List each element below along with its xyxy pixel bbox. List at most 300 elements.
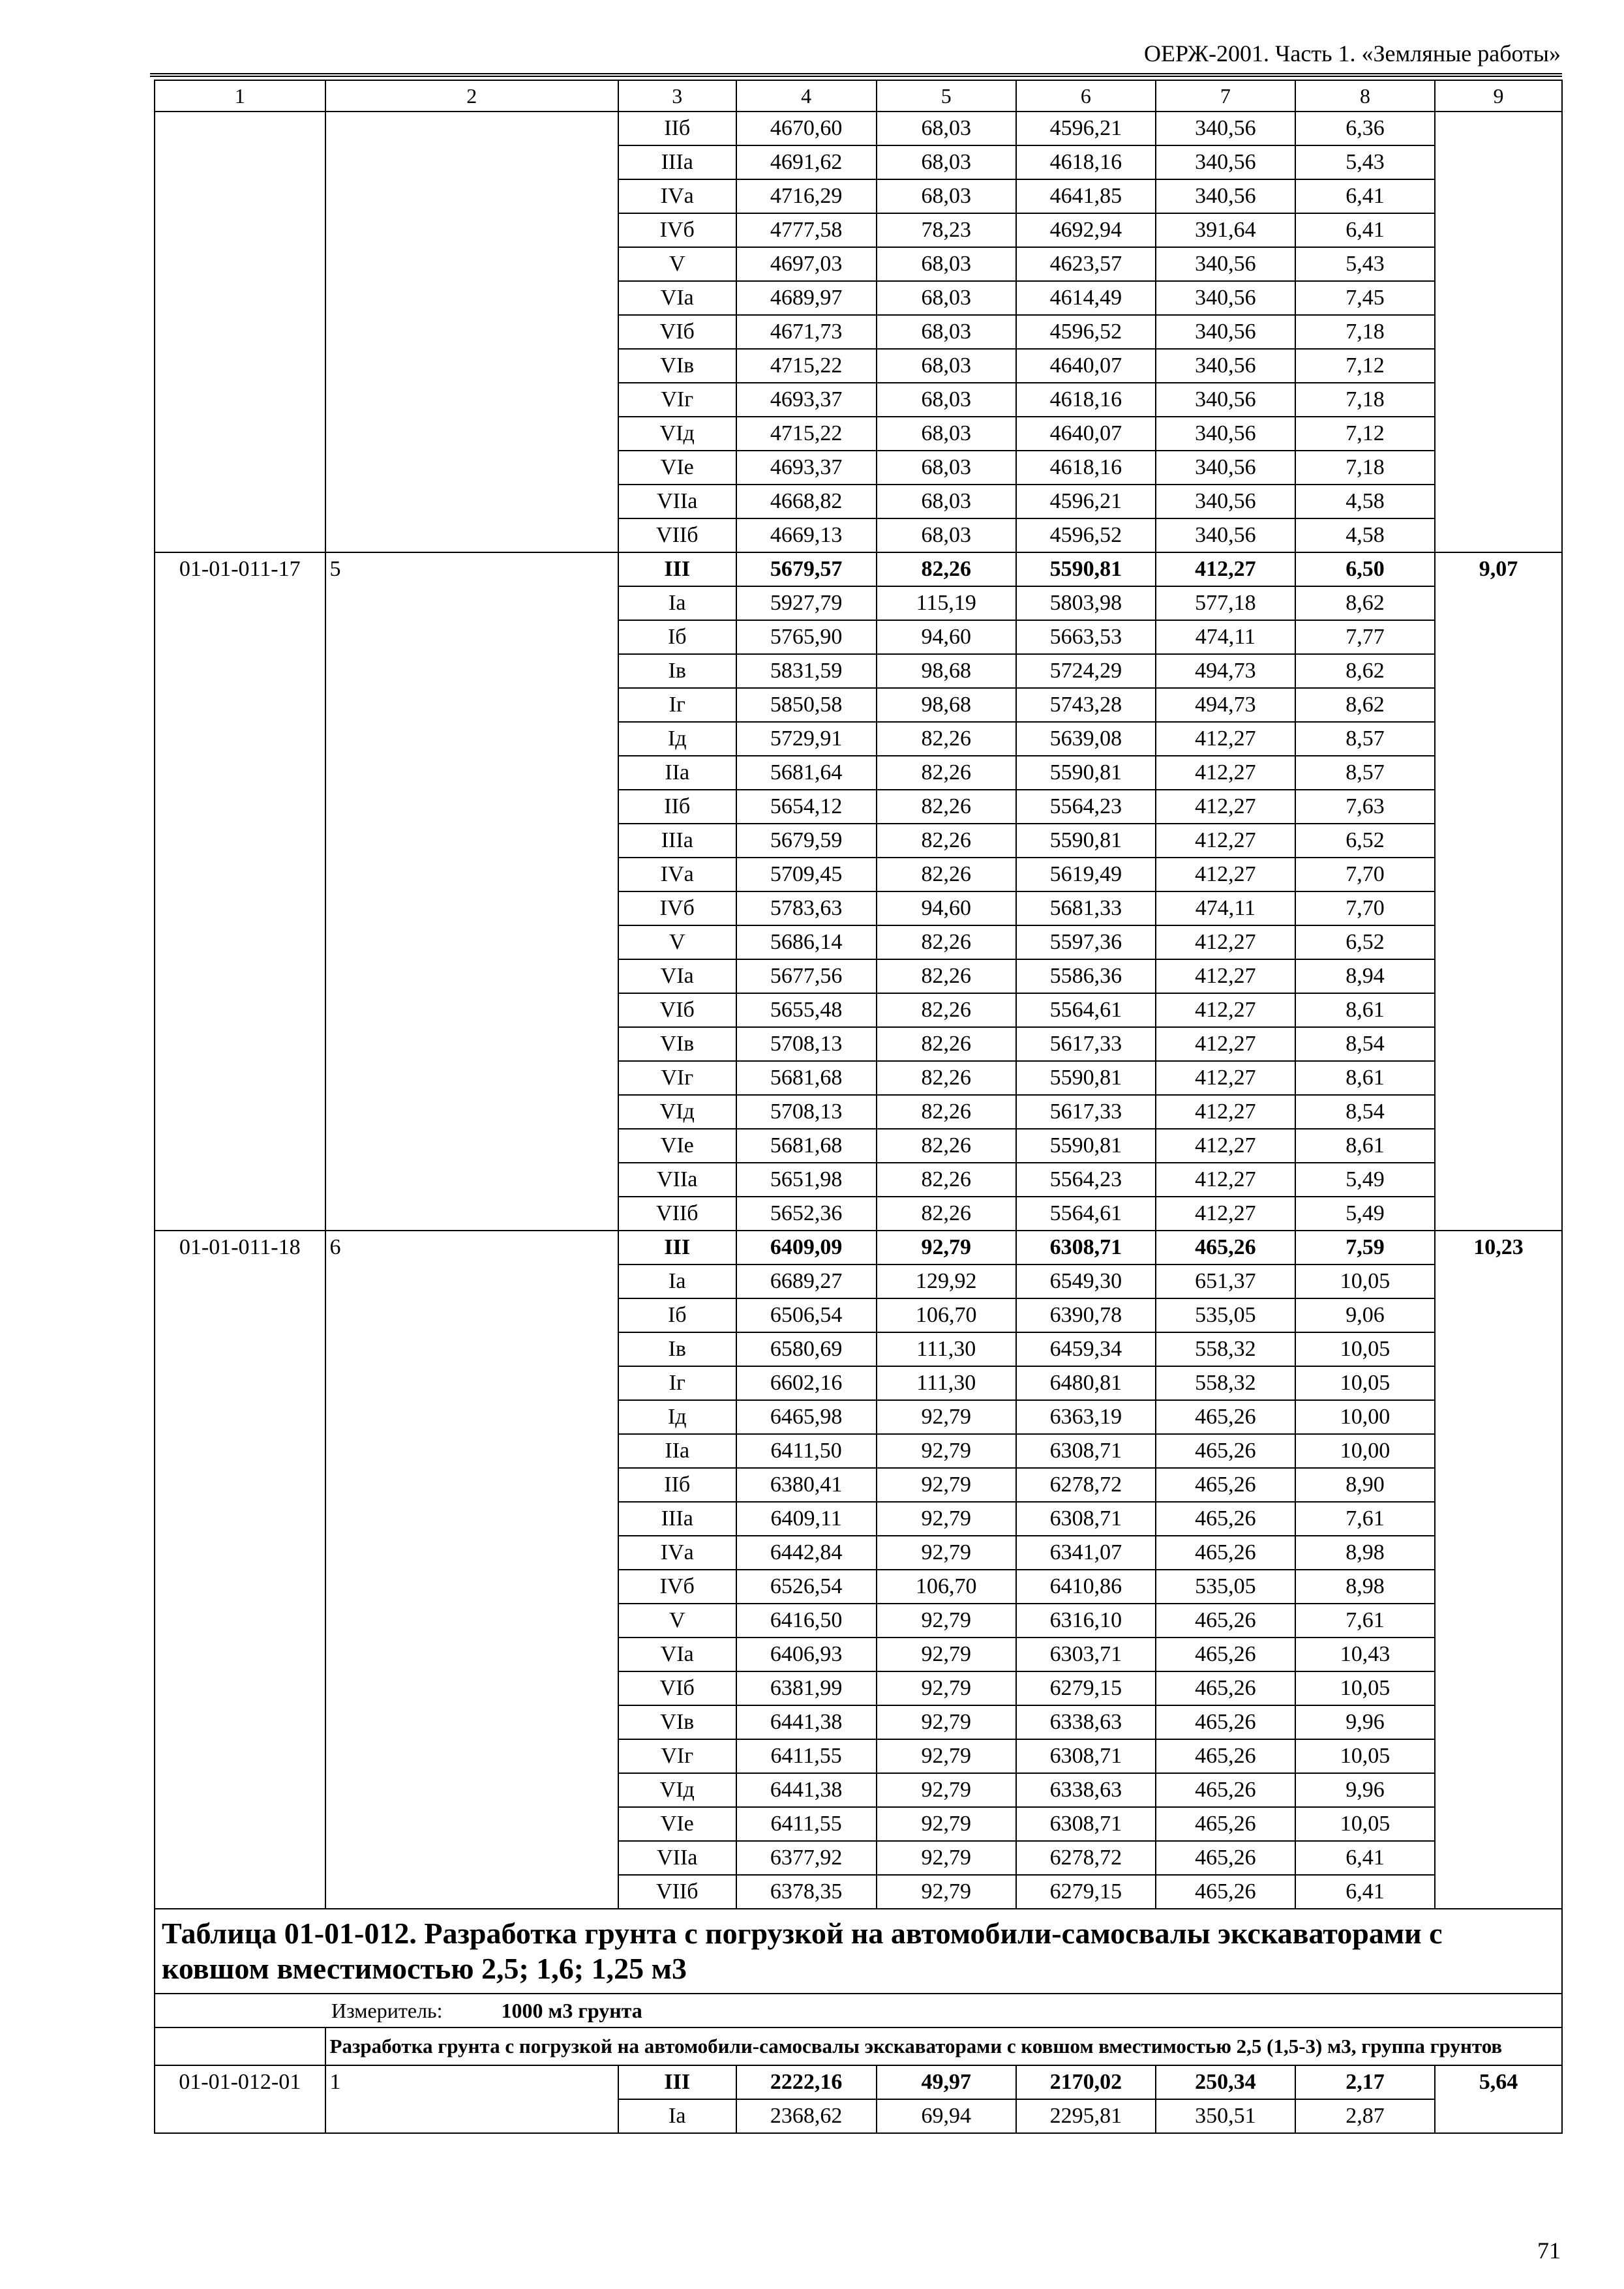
cell-value: 129,92 <box>877 1264 1016 1298</box>
soil-group: VIд <box>618 417 736 451</box>
col9-value: 5,64 <box>1435 2065 1562 2133</box>
cell-value: 6,36 <box>1295 112 1435 145</box>
cell-value: 2368,62 <box>736 2099 877 2133</box>
cell-value: 4692,94 <box>1016 213 1156 247</box>
cell-value: 5590,81 <box>1016 756 1156 790</box>
cell-value: 6409,09 <box>736 1231 877 1264</box>
soil-group: V <box>618 1604 736 1638</box>
cell-value: 68,03 <box>877 145 1016 179</box>
cell-value: 5803,98 <box>1016 586 1156 620</box>
subtitle-row <box>155 2027 1562 2065</box>
cell-value: 92,79 <box>877 1739 1016 1773</box>
cell-value: 6465,98 <box>736 1400 877 1434</box>
cell-value: 82,26 <box>877 1197 1016 1231</box>
soil-group: VIIб <box>618 1875 736 1909</box>
cell-value: 69,94 <box>877 2099 1016 2133</box>
soil-group: V <box>618 247 736 281</box>
rate-code: 01-01-011-18 <box>155 1231 325 1909</box>
cell-value: 4693,37 <box>736 383 877 417</box>
cell-value: 92,79 <box>877 1536 1016 1570</box>
cell-value: 82,26 <box>877 1129 1016 1163</box>
cell-value: 4618,16 <box>1016 145 1156 179</box>
cell-value: 98,68 <box>877 654 1016 688</box>
cell-value: 2,87 <box>1295 2099 1435 2133</box>
cell-value: 6381,99 <box>736 1671 877 1705</box>
cell-value: 340,56 <box>1156 179 1295 213</box>
cell-value: 5651,98 <box>736 1163 877 1197</box>
soil-group: VIд <box>618 1095 736 1129</box>
cell-value: 92,79 <box>877 1468 1016 1502</box>
soil-group: III <box>618 552 736 586</box>
cell-value: 6303,71 <box>1016 1638 1156 1671</box>
cell-value: 412,27 <box>1156 858 1295 891</box>
cell-value: 474,11 <box>1156 620 1295 654</box>
cell-value: 6480,81 <box>1016 1366 1156 1400</box>
cell-value: 5729,91 <box>736 722 877 756</box>
section-subtitle: Разработка грунта с погрузкой на автомобили-самосвалы экскаваторами с ковшом вместимостью 2,5 (1,5-3) м3, группа грунтов <box>325 2027 1562 2065</box>
soil-group: IVб <box>618 213 736 247</box>
cell-value: 5831,59 <box>736 654 877 688</box>
cell-value: 82,26 <box>877 925 1016 959</box>
soil-group: Iа <box>618 1264 736 1298</box>
cell-value: 5681,68 <box>736 1129 877 1163</box>
cell-value: 8,98 <box>1295 1570 1435 1604</box>
soil-group: IIа <box>618 1434 736 1468</box>
soil-group: IVа <box>618 1536 736 1570</box>
cell-value: 465,26 <box>1156 1705 1295 1739</box>
cell-value: 92,79 <box>877 1773 1016 1807</box>
soil-group: IVб <box>618 1570 736 1604</box>
soil-group: VIб <box>618 993 736 1027</box>
col2-value: 6 <box>325 1231 618 1909</box>
cell-value: 4618,16 <box>1016 451 1156 485</box>
cell-value: 6411,55 <box>736 1739 877 1773</box>
cell-value: 412,27 <box>1156 824 1295 858</box>
cell-value: 465,26 <box>1156 1807 1295 1841</box>
cell-value: 6341,07 <box>1016 1536 1156 1570</box>
cell-value: 6380,41 <box>736 1468 877 1502</box>
page-number: 71 <box>1537 2237 1561 2264</box>
cell-value: 106,70 <box>877 1570 1016 1604</box>
soil-group: III <box>618 2065 736 2099</box>
column-number: 2 <box>325 80 618 112</box>
cell-value: 340,56 <box>1156 451 1295 485</box>
soil-group: VIе <box>618 1129 736 1163</box>
cell-value: 4641,85 <box>1016 179 1156 213</box>
cell-value: 5590,81 <box>1016 1129 1156 1163</box>
cell-value: 82,26 <box>877 722 1016 756</box>
cell-value: 106,70 <box>877 1298 1016 1332</box>
soil-group: VIе <box>618 1807 736 1841</box>
cell-value: 250,34 <box>1156 2065 1295 2099</box>
cell-value: 4716,29 <box>736 179 877 213</box>
cell-value: 98,68 <box>877 688 1016 722</box>
cell-value: 5724,29 <box>1016 654 1156 688</box>
cell-value: 6377,92 <box>736 1841 877 1875</box>
cell-value: 5765,90 <box>736 620 877 654</box>
table-row <box>155 112 1562 145</box>
cell-value: 5686,14 <box>736 925 877 959</box>
cell-value: 5,49 <box>1295 1163 1435 1197</box>
cell-value: 111,30 <box>877 1366 1016 1400</box>
cell-value: 6,52 <box>1295 824 1435 858</box>
cell-value: 6308,71 <box>1016 1807 1156 1841</box>
cell-value: 5652,36 <box>736 1197 877 1231</box>
soil-group: VIв <box>618 1705 736 1739</box>
cell-value: 10,43 <box>1295 1638 1435 1671</box>
soil-group: Iг <box>618 1366 736 1400</box>
soil-group: VIд <box>618 1773 736 1807</box>
soil-group: IIа <box>618 756 736 790</box>
measure-label: Измеритель: <box>331 1999 443 2022</box>
column-number: 4 <box>736 80 877 112</box>
cell-value: 2170,02 <box>1016 2065 1156 2099</box>
soil-group: VIв <box>618 1027 736 1061</box>
cell-value: 5679,59 <box>736 824 877 858</box>
cell-value: 5586,36 <box>1016 959 1156 993</box>
rate-code <box>155 112 325 552</box>
cell-value: 8,54 <box>1295 1095 1435 1129</box>
cell-value: 6409,11 <box>736 1502 877 1536</box>
col2-value: 1 <box>325 2065 618 2133</box>
soil-group: VIв <box>618 349 736 383</box>
soil-group: VIг <box>618 1061 736 1095</box>
cell-value: 6689,27 <box>736 1264 877 1298</box>
cell-value: 7,77 <box>1295 620 1435 654</box>
cell-value: 8,62 <box>1295 586 1435 620</box>
soil-group: VIIа <box>618 1163 736 1197</box>
cell-value: 5597,36 <box>1016 925 1156 959</box>
soil-group: Iд <box>618 1400 736 1434</box>
cell-value: 82,26 <box>877 858 1016 891</box>
cell-value: 4777,58 <box>736 213 877 247</box>
soil-group: VIб <box>618 315 736 349</box>
cell-value: 4668,82 <box>736 485 877 518</box>
cell-value: 115,19 <box>877 586 1016 620</box>
cell-value: 92,79 <box>877 1671 1016 1705</box>
cell-value: 5681,64 <box>736 756 877 790</box>
soil-group: VIIб <box>618 1197 736 1231</box>
cell-value: 10,05 <box>1295 1366 1435 1400</box>
cell-value: 6363,19 <box>1016 1400 1156 1434</box>
cell-value: 92,79 <box>877 1231 1016 1264</box>
cell-value: 5679,57 <box>736 552 877 586</box>
cell-value: 5564,61 <box>1016 1197 1156 1231</box>
cell-value: 2,17 <box>1295 2065 1435 2099</box>
measure <box>155 1994 1562 2027</box>
cell-value: 10,05 <box>1295 1332 1435 1366</box>
cell-value: 412,27 <box>1156 756 1295 790</box>
cell-value: 7,12 <box>1295 349 1435 383</box>
cell-value: 49,97 <box>877 2065 1016 2099</box>
cell-value: 10,05 <box>1295 1264 1435 1298</box>
empty-cell <box>155 2027 325 2065</box>
table-title: Таблица 01-01-012. Разработка грунта с погрузкой на автомобили-самосвалы экскаваторами с ковшом вместимостью 2,5; 1,6; 1,25 м3 <box>155 1909 1562 1994</box>
rate-code: 01-01-012-01 <box>155 2065 325 2133</box>
cell-value: 6,41 <box>1295 1841 1435 1875</box>
cell-value: 5743,28 <box>1016 688 1156 722</box>
col9-value: 10,23 <box>1435 1231 1562 1909</box>
cell-value: 6441,38 <box>736 1705 877 1739</box>
soil-group: IIб <box>618 790 736 824</box>
cell-value: 651,37 <box>1156 1264 1295 1298</box>
cell-value: 6378,35 <box>736 1875 877 1909</box>
cell-value: 5708,13 <box>736 1095 877 1129</box>
header-rule <box>150 73 1562 74</box>
soil-group: VIа <box>618 959 736 993</box>
cell-value: 4623,57 <box>1016 247 1156 281</box>
cell-value: 9,96 <box>1295 1773 1435 1807</box>
cell-value: 8,57 <box>1295 756 1435 790</box>
cell-value: 68,03 <box>877 451 1016 485</box>
cell-value: 4596,21 <box>1016 112 1156 145</box>
soil-group: Iб <box>618 620 736 654</box>
cell-value: 5708,13 <box>736 1027 877 1061</box>
cell-value: 412,27 <box>1156 1061 1295 1095</box>
cell-value: 535,05 <box>1156 1298 1295 1332</box>
cell-value: 5681,33 <box>1016 891 1156 925</box>
cell-value: 92,79 <box>877 1841 1016 1875</box>
cell-value: 6338,63 <box>1016 1705 1156 1739</box>
column-number: 5 <box>877 80 1016 112</box>
cell-value: 10,05 <box>1295 1739 1435 1773</box>
soil-group: Iг <box>618 688 736 722</box>
cell-value: 6406,93 <box>736 1638 877 1671</box>
cell-value: 7,70 <box>1295 891 1435 925</box>
cell-value: 5783,63 <box>736 891 877 925</box>
cell-value: 5681,68 <box>736 1061 877 1095</box>
cell-value: 10,00 <box>1295 1400 1435 1434</box>
cell-value: 7,63 <box>1295 790 1435 824</box>
cell-value: 4640,07 <box>1016 349 1156 383</box>
cell-value: 391,64 <box>1156 213 1295 247</box>
cell-value: 412,27 <box>1156 722 1295 756</box>
estimate-table <box>154 80 1563 2134</box>
cell-value: 5617,33 <box>1016 1095 1156 1129</box>
cell-value: 6308,71 <box>1016 1739 1156 1773</box>
cell-value: 5590,81 <box>1016 824 1156 858</box>
rate-code: 01-01-011-17 <box>155 552 325 1231</box>
cell-value: 68,03 <box>877 112 1016 145</box>
cell-value: 340,56 <box>1156 315 1295 349</box>
soil-group: IVб <box>618 891 736 925</box>
cell-value: 68,03 <box>877 383 1016 417</box>
column-number: 8 <box>1295 80 1435 112</box>
soil-group: IIIа <box>618 1502 736 1536</box>
cell-value: 6,41 <box>1295 213 1435 247</box>
cell-value: 5564,23 <box>1016 1163 1156 1197</box>
cell-value: 340,56 <box>1156 145 1295 179</box>
cell-value: 92,79 <box>877 1705 1016 1739</box>
cell-value: 6279,15 <box>1016 1875 1156 1909</box>
cell-value: 82,26 <box>877 1027 1016 1061</box>
cell-value: 6,41 <box>1295 1875 1435 1909</box>
soil-group: VIб <box>618 1671 736 1705</box>
cell-value: 92,79 <box>877 1434 1016 1468</box>
soil-group: VIIа <box>618 485 736 518</box>
column-number-row <box>155 80 1562 112</box>
cell-value: 94,60 <box>877 620 1016 654</box>
cell-value: 6441,38 <box>736 1773 877 1807</box>
soil-group: Iд <box>618 722 736 756</box>
cell-value: 8,61 <box>1295 1129 1435 1163</box>
cell-value: 6278,72 <box>1016 1841 1156 1875</box>
soil-group: IIIа <box>618 824 736 858</box>
cell-value: 8,61 <box>1295 993 1435 1027</box>
cell-value: 465,26 <box>1156 1604 1295 1638</box>
cell-value: 5850,58 <box>736 688 877 722</box>
col2-value <box>325 112 618 552</box>
cell-value: 465,26 <box>1156 1434 1295 1468</box>
cell-value: 5,43 <box>1295 247 1435 281</box>
cell-value: 68,03 <box>877 417 1016 451</box>
cell-value: 535,05 <box>1156 1570 1295 1604</box>
cell-value: 4670,60 <box>736 112 877 145</box>
soil-group: Iв <box>618 654 736 688</box>
cell-value: 9,96 <box>1295 1705 1435 1739</box>
cell-value: 92,79 <box>877 1502 1016 1536</box>
cell-value: 5,49 <box>1295 1197 1435 1231</box>
cell-value: 8,62 <box>1295 654 1435 688</box>
cell-value: 68,03 <box>877 518 1016 552</box>
cell-value: 92,79 <box>877 1638 1016 1671</box>
soil-group: VIIб <box>618 518 736 552</box>
cell-value: 412,27 <box>1156 1197 1295 1231</box>
cell-value: 6526,54 <box>736 1570 877 1604</box>
cell-value: 465,26 <box>1156 1638 1295 1671</box>
cell-value: 6308,71 <box>1016 1231 1156 1264</box>
cell-value: 8,98 <box>1295 1536 1435 1570</box>
cell-value: 2295,81 <box>1016 2099 1156 2133</box>
measure-row <box>155 1994 1562 2027</box>
cell-value: 7,70 <box>1295 858 1435 891</box>
cell-value: 8,61 <box>1295 1061 1435 1095</box>
cell-value: 2222,16 <box>736 2065 877 2099</box>
cell-value: 465,26 <box>1156 1875 1295 1909</box>
cell-value: 68,03 <box>877 485 1016 518</box>
cell-value: 4596,21 <box>1016 485 1156 518</box>
header-rule <box>150 76 1562 77</box>
cell-value: 78,23 <box>877 213 1016 247</box>
soil-group: IIIа <box>618 145 736 179</box>
cell-value: 82,26 <box>877 756 1016 790</box>
cell-value: 494,73 <box>1156 654 1295 688</box>
cell-value: 4,58 <box>1295 485 1435 518</box>
cell-value: 7,18 <box>1295 451 1435 485</box>
cell-value: 340,56 <box>1156 112 1295 145</box>
column-number: 7 <box>1156 80 1295 112</box>
soil-group: IIб <box>618 1468 736 1502</box>
cell-value: 68,03 <box>877 247 1016 281</box>
cell-value: 5619,49 <box>1016 858 1156 891</box>
cell-value: 412,27 <box>1156 552 1295 586</box>
cell-value: 340,56 <box>1156 518 1295 552</box>
cell-value: 82,26 <box>877 1163 1016 1197</box>
measure-value: 1000 м3 грунта <box>501 1999 642 2022</box>
cell-value: 68,03 <box>877 281 1016 315</box>
cell-value: 82,26 <box>877 1095 1016 1129</box>
soil-group: VIIа <box>618 1841 736 1875</box>
cell-value: 7,61 <box>1295 1502 1435 1536</box>
column-number: 1 <box>155 80 325 112</box>
cell-value: 6459,34 <box>1016 1332 1156 1366</box>
cell-value: 4715,22 <box>736 349 877 383</box>
table-title-row <box>155 1909 1562 1994</box>
cell-value: 340,56 <box>1156 247 1295 281</box>
cell-value: 94,60 <box>877 891 1016 925</box>
cell-value: 5654,12 <box>736 790 877 824</box>
cell-value: 9,06 <box>1295 1298 1435 1332</box>
cell-value: 350,51 <box>1156 2099 1295 2133</box>
cell-value: 577,18 <box>1156 586 1295 620</box>
column-number: 6 <box>1016 80 1156 112</box>
cell-value: 412,27 <box>1156 959 1295 993</box>
cell-value: 4618,16 <box>1016 383 1156 417</box>
cell-value: 465,26 <box>1156 1400 1295 1434</box>
col9-value <box>1435 112 1562 552</box>
column-number: 3 <box>618 80 736 112</box>
cell-value: 6442,84 <box>736 1536 877 1570</box>
cell-value: 340,56 <box>1156 485 1295 518</box>
cell-value: 5927,79 <box>736 586 877 620</box>
cell-value: 4,58 <box>1295 518 1435 552</box>
soil-group: Iа <box>618 2099 736 2133</box>
cell-value: 7,18 <box>1295 383 1435 417</box>
cell-value: 465,26 <box>1156 1773 1295 1807</box>
soil-group: Iб <box>618 1298 736 1332</box>
cell-value: 5590,81 <box>1016 552 1156 586</box>
cell-value: 8,90 <box>1295 1468 1435 1502</box>
cell-value: 412,27 <box>1156 1095 1295 1129</box>
cell-value: 92,79 <box>877 1400 1016 1434</box>
cell-value: 4640,07 <box>1016 417 1156 451</box>
cell-value: 465,26 <box>1156 1536 1295 1570</box>
cell-value: 6279,15 <box>1016 1671 1156 1705</box>
cell-value: 111,30 <box>877 1332 1016 1366</box>
column-number: 9 <box>1435 80 1562 112</box>
cell-value: 4614,49 <box>1016 281 1156 315</box>
cell-value: 4596,52 <box>1016 315 1156 349</box>
cell-value: 5,43 <box>1295 145 1435 179</box>
cell-value: 82,26 <box>877 552 1016 586</box>
cell-value: 474,11 <box>1156 891 1295 925</box>
soil-group: IVа <box>618 858 736 891</box>
cell-value: 6316,10 <box>1016 1604 1156 1638</box>
cell-value: 465,26 <box>1156 1468 1295 1502</box>
cell-value: 5709,45 <box>736 858 877 891</box>
cell-value: 7,45 <box>1295 281 1435 315</box>
cell-value: 494,73 <box>1156 688 1295 722</box>
cell-value: 558,32 <box>1156 1332 1295 1366</box>
cell-value: 8,57 <box>1295 722 1435 756</box>
col2-value: 5 <box>325 552 618 1231</box>
running-header: ОЕРЖ-2001. Часть 1. «Земляные работы» <box>1144 40 1561 67</box>
cell-value: 7,59 <box>1295 1231 1435 1264</box>
soil-group: VIа <box>618 281 736 315</box>
cell-value: 7,18 <box>1295 315 1435 349</box>
cell-value: 8,94 <box>1295 959 1435 993</box>
cell-value: 4671,73 <box>736 315 877 349</box>
cell-value: 8,62 <box>1295 688 1435 722</box>
cell-value: 6308,71 <box>1016 1502 1156 1536</box>
cell-value: 5677,56 <box>736 959 877 993</box>
cell-value: 82,26 <box>877 790 1016 824</box>
soil-group: Iв <box>618 1332 736 1366</box>
cell-value: 4697,03 <box>736 247 877 281</box>
cell-value: 412,27 <box>1156 1027 1295 1061</box>
cell-value: 92,79 <box>877 1875 1016 1909</box>
cell-value: 82,26 <box>877 959 1016 993</box>
